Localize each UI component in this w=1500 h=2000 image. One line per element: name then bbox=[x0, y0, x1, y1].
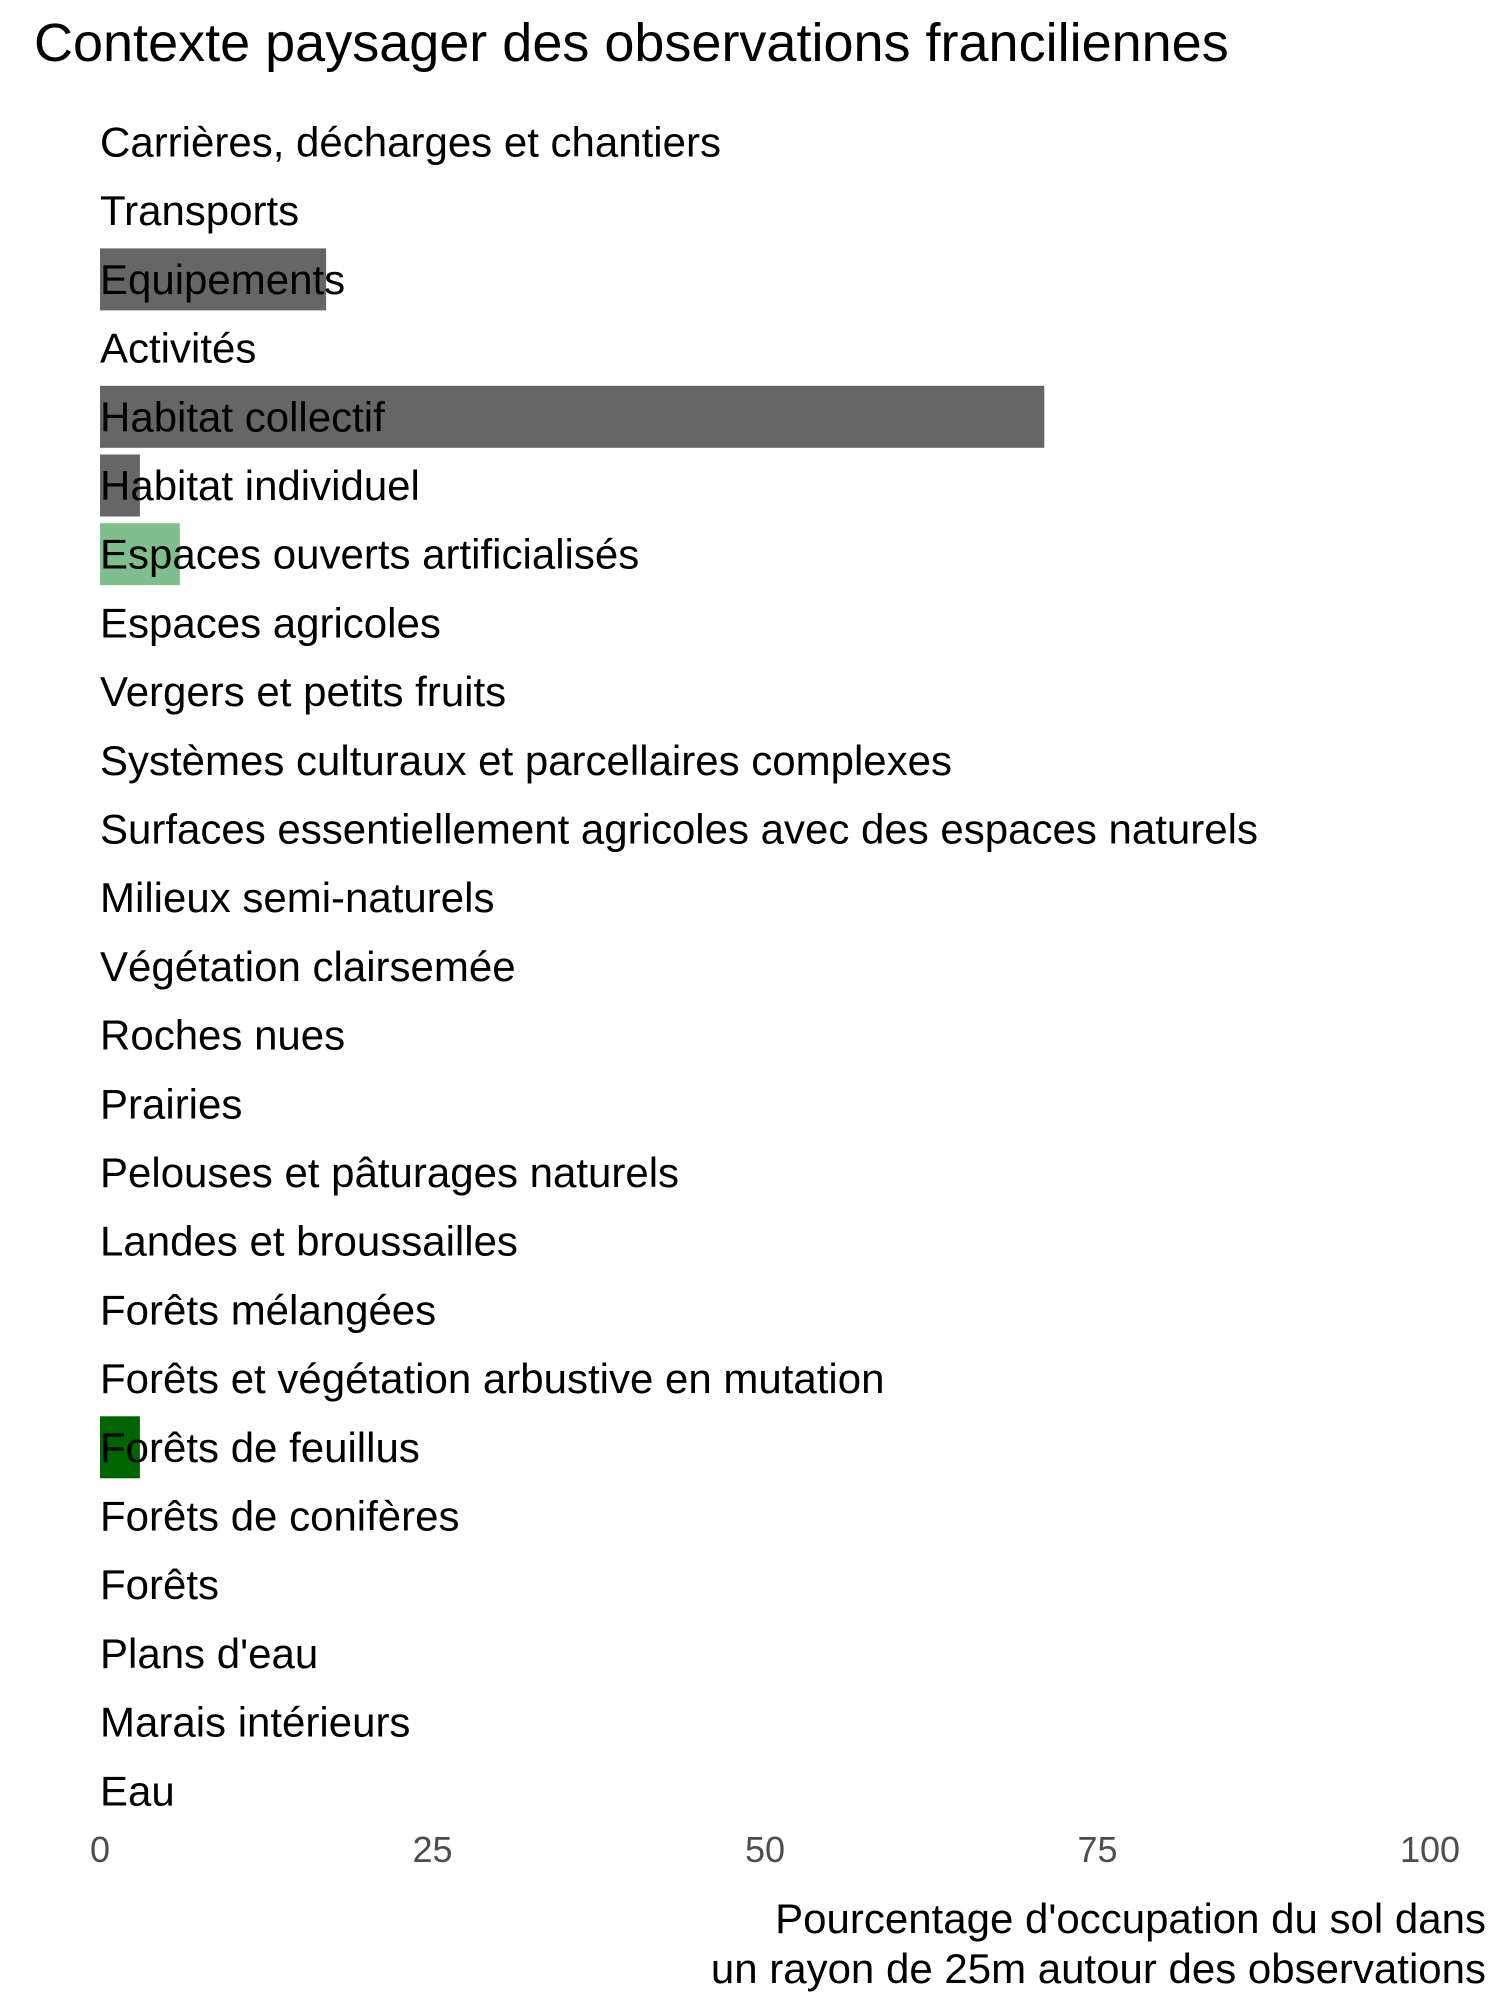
category-label: Pelouses et pâturages naturels bbox=[100, 1149, 680, 1196]
x-tick-label: 100 bbox=[1399, 1829, 1461, 1870]
x-tick-label: 50 bbox=[744, 1829, 786, 1870]
category-label: Equipements bbox=[100, 255, 346, 303]
category-label: Forêts de conifères bbox=[100, 1492, 460, 1540]
category-label: Systèmes culturaux et parcellaires complexes bbox=[100, 736, 953, 784]
category-label: Roches nues bbox=[100, 1011, 346, 1059]
x-axis-ticks bbox=[90, 1829, 1460, 1870]
category-label: Carrières, décharges et chantiers bbox=[100, 118, 721, 166]
category-label: Surfaces essentiellement agricoles avec des espaces naturels bbox=[100, 805, 1258, 853]
category-label: Habitat collectif bbox=[100, 393, 385, 441]
category-label: Végétation clairsemée bbox=[100, 942, 516, 990]
category-label: Transports bbox=[100, 187, 300, 235]
category-label: Forêts et végétation arbustive en mutation bbox=[100, 1355, 885, 1403]
category-labels bbox=[100, 119, 1258, 1815]
chart-title: Contexte paysager des observations franciliennes bbox=[34, 13, 1229, 73]
x-axis-title-line-2: un rayon de 25m autour des observations bbox=[710, 1945, 1486, 1992]
category-label: Milieux semi-naturels bbox=[100, 874, 495, 922]
category-label: Forêts de feuillus bbox=[100, 1423, 420, 1471]
category-label: Activités bbox=[100, 324, 257, 372]
category-label: Eau bbox=[100, 1767, 175, 1815]
category-label: Forêts mélangées bbox=[100, 1286, 437, 1334]
x-axis-title-line-1: Pourcentage d'occupation du sol dans bbox=[775, 1895, 1486, 1942]
category-label: Vergers et petits fruits bbox=[100, 668, 507, 716]
x-tick-label: 0 bbox=[89, 1829, 111, 1870]
category-label: Plans d'eau bbox=[100, 1629, 319, 1677]
category-label: Espaces agricoles bbox=[100, 599, 441, 647]
x-tick-label: 25 bbox=[412, 1829, 453, 1870]
category-label: Habitat individuel bbox=[100, 462, 420, 509]
category-label: Forêts bbox=[100, 1561, 220, 1609]
category-label: Marais intérieurs bbox=[100, 1698, 411, 1746]
category-label: Landes et broussailles bbox=[100, 1217, 518, 1265]
x-tick-label: 75 bbox=[1077, 1829, 1118, 1870]
category-label: Prairies bbox=[100, 1080, 243, 1128]
category-label: Espaces ouverts artificialisés bbox=[100, 530, 640, 578]
